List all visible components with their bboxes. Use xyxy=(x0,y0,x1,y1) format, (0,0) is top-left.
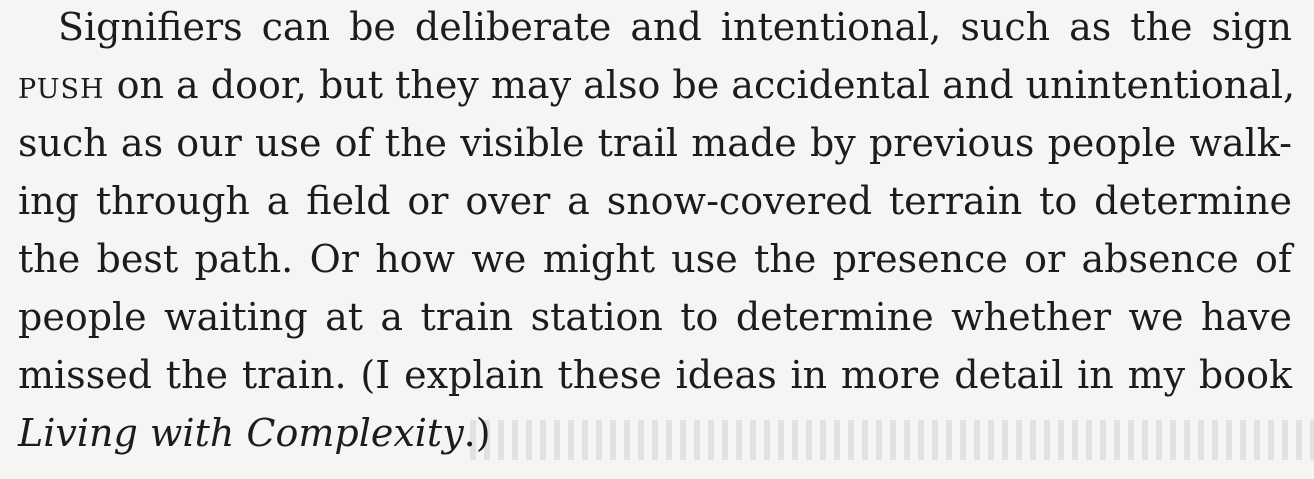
text-line-1: Signifiers can be deliberate and intentional, such as the sign xyxy=(58,5,1292,49)
text-line-7: missed the train. (I explain these ideas in more detail in my book xyxy=(18,353,1292,397)
paragraph-line-1 xyxy=(58,0,1292,56)
text-line-5: the best path. Or how we might use the presence or absence of xyxy=(18,237,1292,281)
text-line-8: .) xyxy=(463,411,491,455)
text-line-3: such as our use of the visible trail made by previous people walk- xyxy=(18,121,1292,165)
text-line-4: ing through a field or over a snow-covered terrain to determine xyxy=(18,179,1292,223)
paragraph-line-8 xyxy=(18,404,1292,462)
book-title: Living with Complexity xyxy=(18,411,464,455)
paragraph-line-2 xyxy=(18,56,1296,114)
paragraph-line-5 xyxy=(18,230,1292,288)
paragraph-line-4 xyxy=(18,172,1292,230)
paragraph-line-7 xyxy=(18,346,1292,404)
paragraph-line-3 xyxy=(18,114,1292,172)
paragraph-line-6 xyxy=(18,288,1292,346)
text-line-2: on a door, but they may also be accidental and unintentional, xyxy=(104,63,1296,107)
text-line-6: people waiting at a train station to determine whether we have xyxy=(18,295,1292,339)
push-sign-word: push xyxy=(18,63,105,107)
